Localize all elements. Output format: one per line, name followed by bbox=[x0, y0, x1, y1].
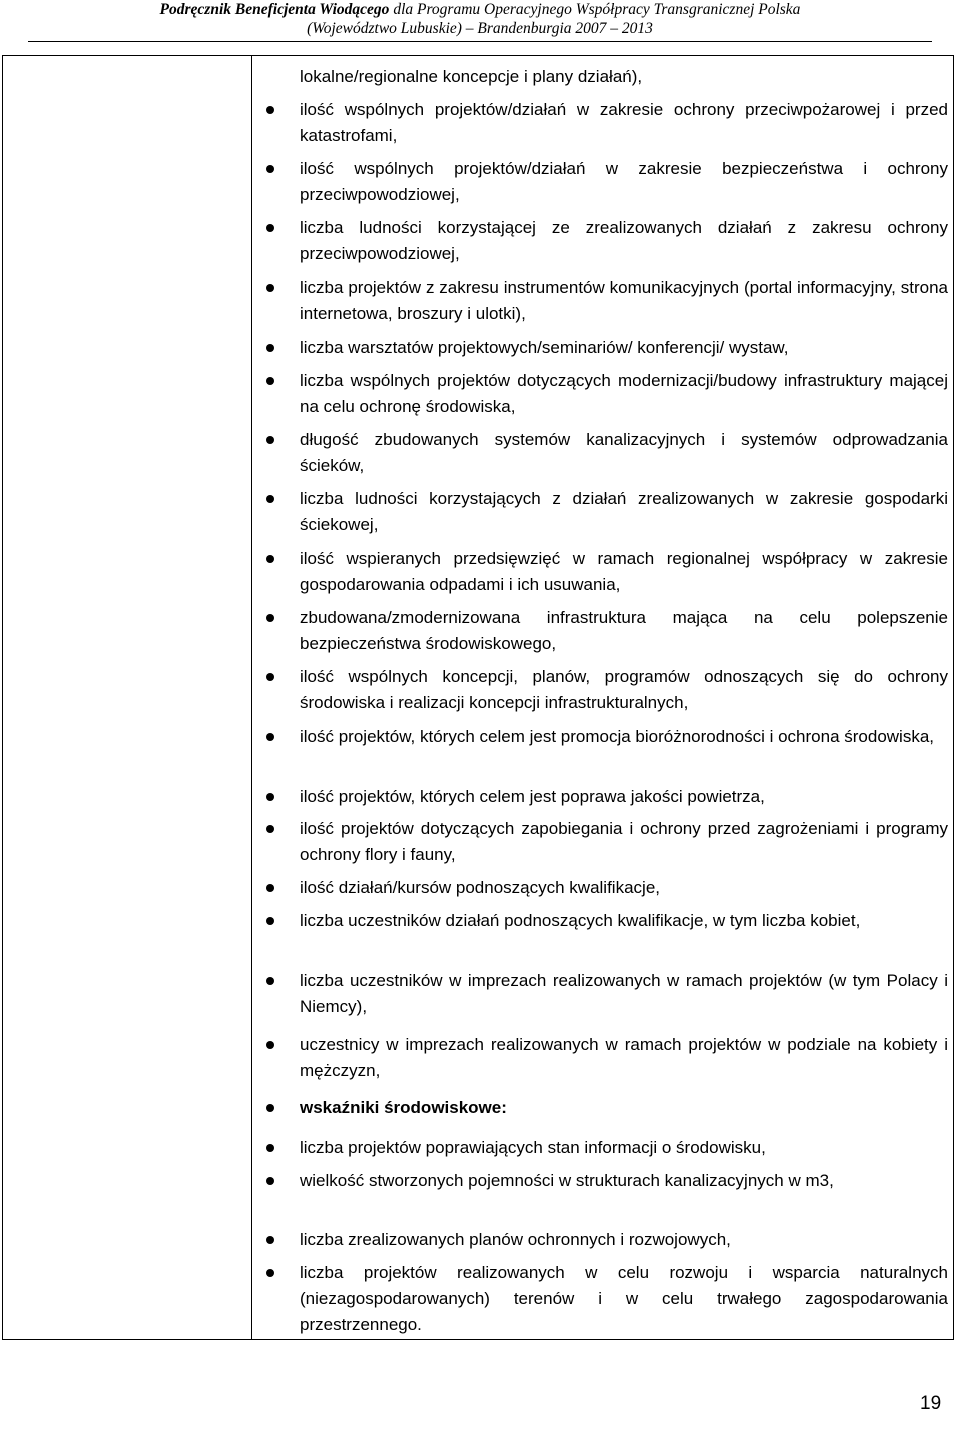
list-item: zbudowana/zmodernizowana infrastruktura mająca na celu polepszenie bezpieczeństwa środowiskowego, bbox=[300, 608, 948, 653]
bullet-icon bbox=[266, 1104, 274, 1112]
list-item: ilość projektów dotyczących zapobiegania i ochrony przed zagrożeniami i programy ochrony flory i fauny, bbox=[300, 819, 948, 864]
list-item: liczba wspólnych projektów dotyczących modernizacji/budowy infrastruktury mającej na celu ochronę środowiska, bbox=[300, 371, 948, 416]
list-item: długość zbudowanych systemów kanalizacyjnych i systemów odprowadzania ścieków, bbox=[300, 430, 948, 475]
bullet-icon bbox=[266, 793, 274, 801]
bullet-icon bbox=[266, 884, 274, 892]
bullet-icon bbox=[266, 1177, 274, 1185]
bullet-icon bbox=[266, 165, 274, 173]
bullet-icon bbox=[266, 224, 274, 232]
bullet-icon bbox=[266, 1144, 274, 1152]
bullet-icon bbox=[266, 917, 274, 925]
list-item: liczba ludności korzystających z działań zrealizowanych w zakresie gospodarki ściekowej, bbox=[300, 489, 948, 534]
bullet-icon bbox=[266, 377, 274, 385]
bullet-icon bbox=[266, 555, 274, 563]
list-item: liczba projektów z zakresu instrumentów komunikacyjnych (portal informacyjny, strona internetowa, broszury i ulotki), bbox=[300, 278, 948, 323]
list-item: ilość projektów, których celem jest promocja bioróżnorodności i ochrona środowiska, bbox=[300, 727, 935, 746]
list-item: ilość wspólnych projektów/działań w zakresie ochrony przeciwpożarowej i przed katastrofami, bbox=[300, 100, 948, 145]
list-item: ilość wspieranych przedsięwzięć w ramach regionalnej współpracy w zakresie gospodarowania odpadami i ich usuwania, bbox=[300, 549, 948, 594]
header-subtitle: dla Programu Operacyjnego Współpracy Transgranicznej Polska bbox=[389, 1, 801, 18]
list-item: wielkość stworzonych pojemności w strukturach kanalizacyjnych w m3, bbox=[300, 1171, 834, 1190]
bullet-icon bbox=[266, 1041, 274, 1049]
page-header bbox=[0, 0, 960, 38]
list-item: ilość wspólnych projektów/działań w zakresie bezpieczeństwa i ochrony przeciwpowodziowej, bbox=[300, 159, 948, 204]
bullet-icon bbox=[266, 614, 274, 622]
bullet-icon bbox=[266, 825, 274, 833]
list-item: ilość działań/kursów podnoszących kwalifikacje, bbox=[300, 878, 660, 897]
bullet-icon bbox=[266, 1236, 274, 1244]
bullet-icon bbox=[266, 1269, 274, 1277]
list-item: liczba uczestników w imprezach realizowanych w ramach projektów (w tym Polacy i Niemcy), bbox=[300, 971, 948, 1016]
header-title: Podręcznik Beneficjenta Wiodącego bbox=[159, 1, 390, 18]
bullet-icon bbox=[266, 673, 274, 681]
bullet-icon bbox=[266, 495, 274, 503]
header-line-1 bbox=[0, 0, 960, 19]
list-item: ilość wspólnych koncepcji, planów, programów odnoszących się do ochrony środowiska i realizacji koncepcji infrastrukturalnych, bbox=[300, 667, 948, 712]
list-item: liczba warsztatów projektowych/seminariów/ konferencji/ wystaw, bbox=[300, 338, 789, 357]
bullet-icon bbox=[266, 977, 274, 985]
list-item: liczba ludności korzystającej ze zrealizowanych działań z zakresu ochrony przeciwpowodziowej, bbox=[300, 218, 948, 263]
list-item: liczba projektów realizowanych w celu rozwoju i wsparcia naturalnych (niezagospodarowanych) terenów i w celu trwałego zagospodarowania przestrzennego. bbox=[300, 1263, 948, 1334]
bullet-icon bbox=[266, 436, 274, 444]
list-item: uczestnicy w imprezach realizowanych w ramach projektów w podziale na kobiety i mężczyzn, bbox=[300, 1035, 948, 1080]
bullet-icon bbox=[266, 733, 274, 741]
bullet-icon bbox=[266, 344, 274, 352]
bullet-icon bbox=[266, 106, 274, 114]
header-rule bbox=[28, 41, 932, 42]
page-number: 19 bbox=[920, 1393, 942, 1414]
list-item: liczba projektów poprawiających stan informacji o środowisku, bbox=[300, 1138, 766, 1157]
section-heading: wskaźniki środowiskowe: bbox=[300, 1098, 507, 1117]
intro-line: lokalne/regionalne koncepcje i plany działań), bbox=[300, 67, 643, 86]
header-line-2: (Województwo Lubuskie) – Brandenburgia 2007 – 2013 bbox=[307, 20, 653, 37]
list-item: liczba zrealizowanych planów ochronnych i rozwojowych, bbox=[300, 1230, 731, 1249]
column-divider bbox=[251, 56, 252, 1339]
bullet-icon bbox=[266, 284, 274, 292]
list-item: ilość projektów, których celem jest poprawa jakości powietrza, bbox=[300, 787, 765, 806]
list-item: liczba uczestników działań podnoszących kwalifikacje, w tym liczba kobiet, bbox=[300, 911, 861, 930]
